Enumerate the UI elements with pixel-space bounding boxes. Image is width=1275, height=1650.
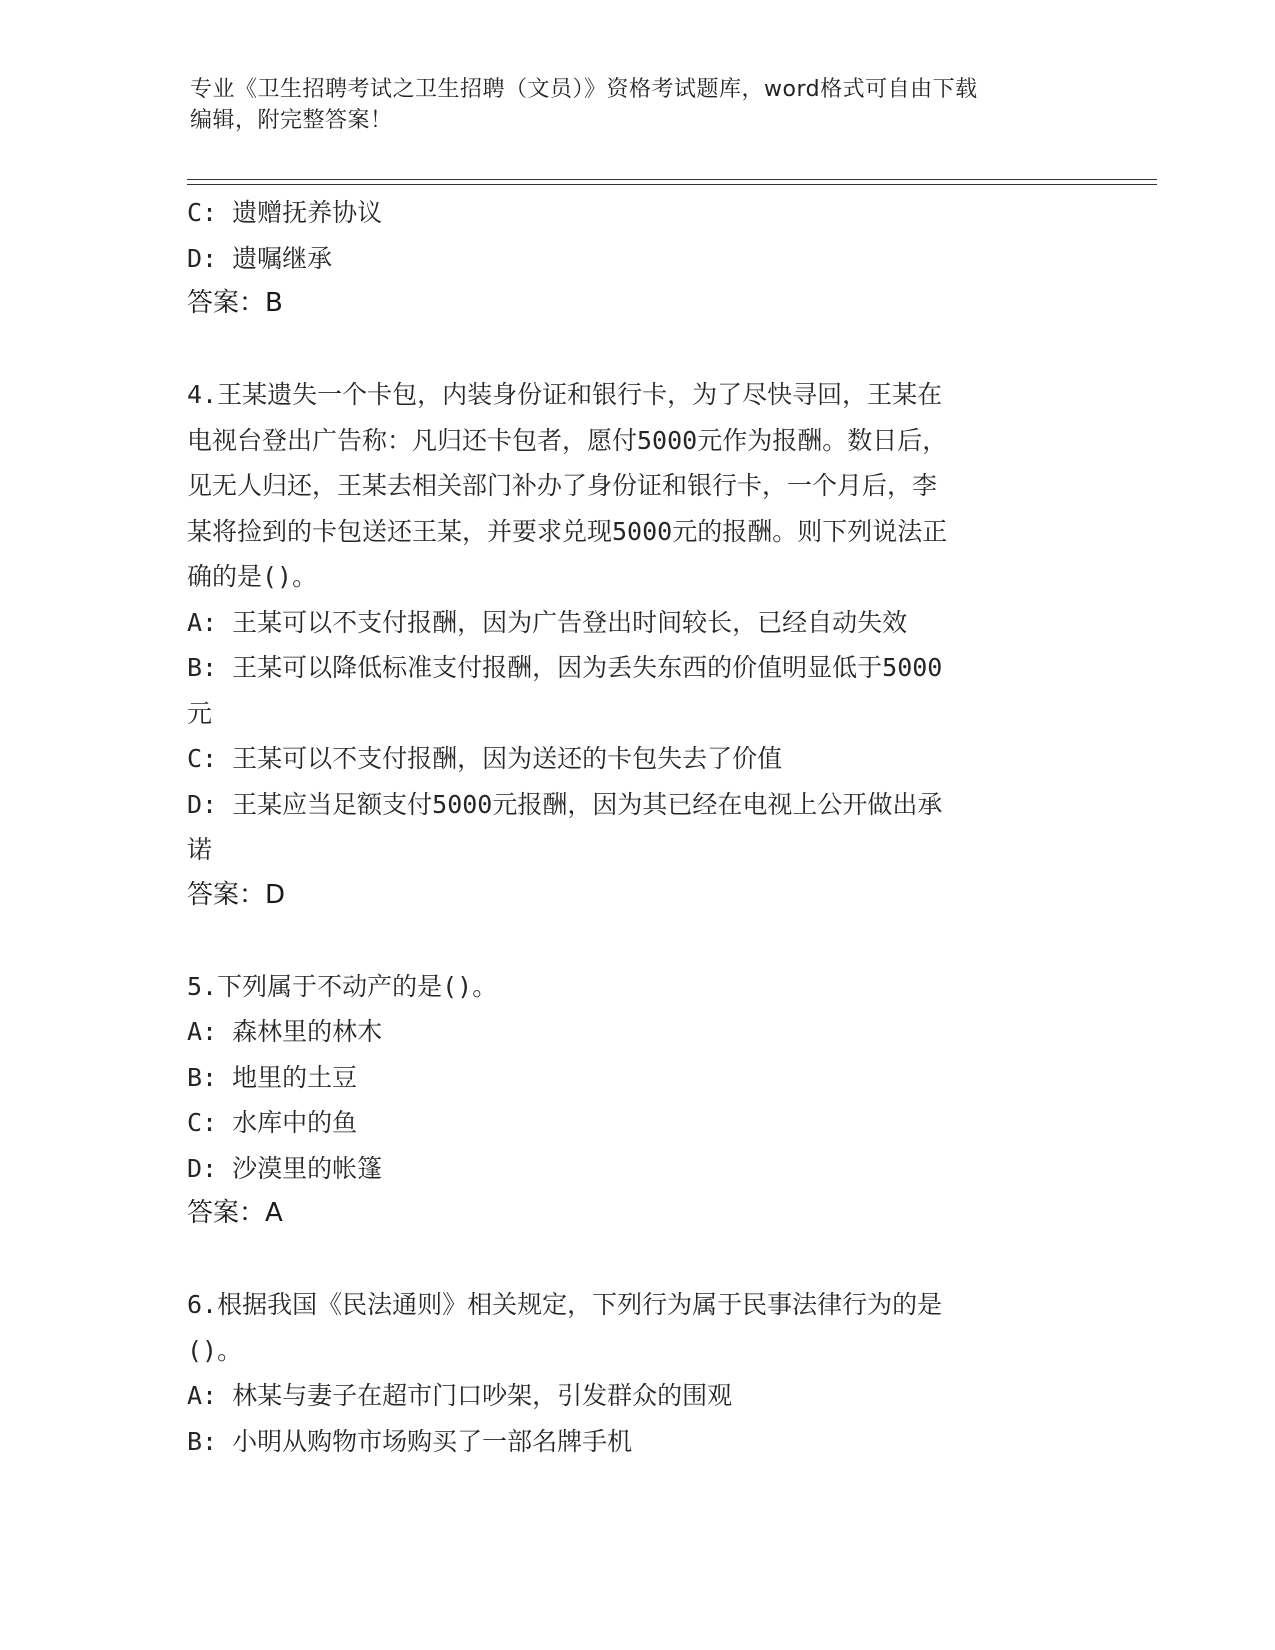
q6-stem-line-2: ()。 (187, 1335, 243, 1365)
q4-stem-line-2: 电视台登出广告称：凡归还卡包者，愿付5000元作为报酬。数日后， (187, 425, 948, 455)
q4-option-d-line-1: D: 王某应当足额支付5000元报酬，因为其已经在电视上公开做出承 (187, 789, 943, 819)
q3-option-c: C: 遗赠抚养协议 (187, 198, 383, 227)
spacer (187, 1237, 1087, 1283)
q5-option-c: C: 水库中的鱼 (187, 1108, 358, 1137)
spacer (187, 327, 1087, 373)
q6-option-a: A: 林某与妻子在超市门口吵架，引发群众的围观 (187, 1381, 733, 1410)
q4-option-b-line-2: 元 (187, 698, 213, 728)
q4-option-a: A: 王某可以不支付报酬，因为广告登出时间较长，已经自动失效 (187, 607, 908, 637)
q4-stem-line-1: 4.王某遗失一个卡包，内装身份证和银行卡，为了尽快寻回，王某在 (187, 380, 943, 409)
q4-answer: 答案：D (187, 879, 286, 910)
q4-option-d-line-2: 诺 (187, 835, 213, 864)
q3-option-d: D: 遗嘱继承 (187, 243, 333, 273)
question-4 (187, 372, 1087, 918)
q5-option-d: D: 沙漠里的帐篷 (187, 1153, 383, 1183)
question-content (187, 190, 1087, 1464)
q6-option-b: B: 小明从购物市场购买了一部名牌手机 (187, 1426, 633, 1456)
q4-option-c: C: 王某可以不支付报酬，因为送还的卡包失去了价值 (187, 744, 783, 773)
spacer (187, 918, 1087, 964)
question-3-tail (187, 190, 1087, 327)
q4-stem-line-3: 见无人归还，王某去相关部门补办了身份证和银行卡，一个月后，李 (187, 471, 938, 500)
q4-stem-line-5: 确的是()。 (187, 562, 318, 591)
q5-answer: 答案：A (187, 1198, 283, 1228)
q5-option-a: A: 森林里的林木 (187, 1017, 383, 1046)
question-5 (187, 964, 1087, 1237)
q4-option-b-line-1: B: 王某可以降低标准支付报酬，因为丢失东西的价值明显低于5000 (187, 653, 943, 682)
header-divider (187, 179, 1157, 185)
header-line-1: 专业《卫生招聘考试之卫生招聘（文员）》资格考试题库，word格式可自由下载 (190, 77, 978, 102)
q6-stem-line-1: 6.根据我国《民法通则》相关规定，下列行为属于民事法律行为的是 (187, 1290, 943, 1319)
q5-stem: 5.下列属于不动产的是()。 (187, 971, 498, 1001)
document-header (190, 74, 1090, 136)
q4-stem-line-4: 某将捡到的卡包送还王某，并要求兑现5000元的报酬。则下列说法正 (187, 516, 948, 546)
q5-option-b: B: 地里的土豆 (187, 1062, 358, 1092)
q3-answer: 答案：B (187, 288, 283, 318)
question-6 (187, 1282, 1087, 1464)
header-line-2: 编辑，附完整答案！ (190, 108, 393, 133)
